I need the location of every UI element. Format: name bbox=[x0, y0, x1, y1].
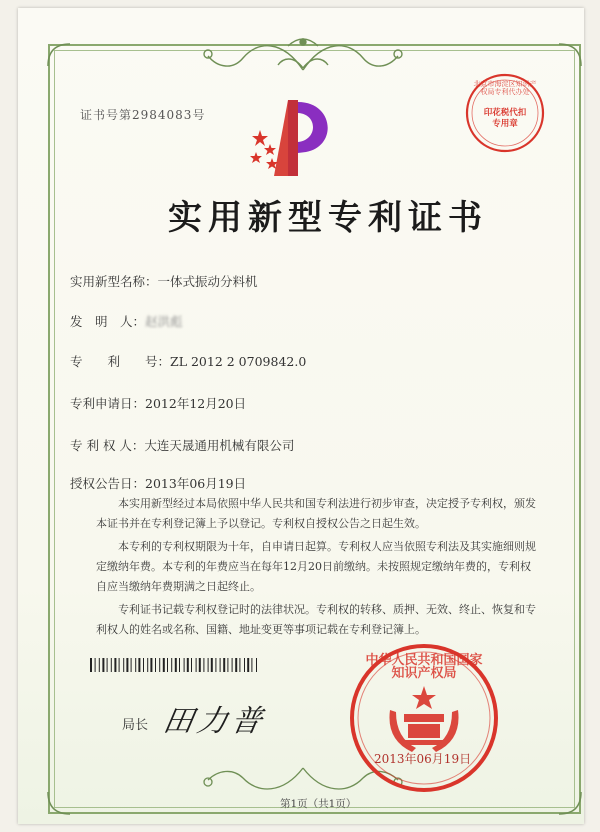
barcode-bar bbox=[171, 658, 172, 672]
barcode-bar bbox=[90, 658, 92, 672]
barcode-bar bbox=[138, 658, 140, 672]
model-name-row bbox=[70, 272, 258, 290]
certificate-sheet bbox=[18, 8, 584, 824]
barcode-bar bbox=[215, 658, 216, 672]
barcode-bar bbox=[155, 658, 156, 672]
barcode-bar bbox=[235, 658, 237, 672]
barcode-bar bbox=[203, 658, 204, 672]
barcode-bar bbox=[135, 658, 136, 672]
barcode-bar bbox=[251, 658, 252, 672]
barcode-bar bbox=[167, 658, 168, 672]
patentee-label: 专 利 权 人： bbox=[70, 438, 145, 453]
barcode-bar bbox=[163, 658, 165, 672]
body-paragraph-2: 本专利的专利权期限为十年，自申请日起算。专利权人应当依照专利法及其实施细则规定缴纳年费。本专利的年费应当在每年12月20日前缴纳。未按照规定缴纳年费的，专利权自应当缴纳年费期满之日起终止。 bbox=[96, 540, 536, 593]
barcode-bar bbox=[179, 658, 180, 672]
corner-ornament-icon bbox=[557, 790, 583, 816]
page-number: 第1页（共1页） bbox=[280, 798, 357, 810]
barcode-bar bbox=[147, 658, 148, 672]
barcode-bar bbox=[175, 658, 177, 672]
filing-date-label: 专利申请日： bbox=[70, 396, 146, 411]
barcode-bar bbox=[150, 658, 152, 672]
barcode-bar bbox=[247, 658, 249, 672]
body-paragraph-3: 专利证书记载专利权登记时的法律状况。专利权的转移、质押、无效、终止、恢复和专利权人的姓名或名称、国籍、地址变更等事项记载在专利登记簿上。 bbox=[96, 603, 536, 636]
barcode-bar bbox=[99, 658, 100, 672]
grant-date-row bbox=[70, 474, 246, 492]
barcode-bar bbox=[239, 658, 240, 672]
top-ornament-icon bbox=[188, 30, 418, 80]
body-paragraph-1: 本实用新型经过本局依照中华人民共和国专利法进行初步审查，决定授予专利权，颁发本证书并在专利登记簿上予以登记。专利权自授权公告之日起生效。 bbox=[96, 497, 536, 530]
inventor-value: 赵洪彪 bbox=[145, 314, 183, 329]
filing-date-row bbox=[70, 394, 246, 412]
barcode-bar bbox=[211, 658, 213, 672]
barcode-bar bbox=[123, 658, 124, 672]
barcode-bar bbox=[126, 658, 128, 672]
barcode-bar bbox=[143, 658, 144, 672]
inventor-row bbox=[70, 312, 183, 330]
barcode-bar bbox=[95, 658, 96, 672]
barcode-bar bbox=[256, 658, 257, 672]
barcode-bar bbox=[244, 658, 245, 672]
patent-number-row bbox=[70, 352, 306, 370]
sipo-logo-icon bbox=[246, 96, 346, 182]
barcode-bar bbox=[114, 658, 116, 672]
corner-ornament-icon bbox=[557, 42, 583, 68]
barcode-bar bbox=[111, 658, 112, 672]
barcode-bar bbox=[227, 658, 228, 672]
official-seal-date: 2013年06月19日 bbox=[374, 752, 472, 766]
signature: 田力普 bbox=[160, 704, 269, 739]
official-seal-ring-text: 中华人民共和国国家知识产权局 bbox=[365, 653, 483, 681]
model-name-label: 实用新型名称： bbox=[70, 274, 158, 289]
barcode-bar bbox=[232, 658, 233, 672]
patent-number-label: 专 利 号： bbox=[70, 354, 171, 369]
barcode-bar bbox=[191, 658, 192, 672]
inventor-label: 发 明 人： bbox=[70, 314, 146, 329]
signature-label: 局长 bbox=[122, 718, 149, 733]
barcode-bar bbox=[196, 658, 197, 672]
filing-date-value: 2012年12月20日 bbox=[145, 396, 247, 411]
grant-date-label: 授权公告日： bbox=[70, 476, 146, 491]
barcode-bar bbox=[107, 658, 108, 672]
barcode-bar bbox=[199, 658, 201, 672]
page-title: 实用新型专利证书 bbox=[168, 198, 488, 238]
corner-ornament-icon bbox=[46, 790, 72, 816]
barcode-bar bbox=[159, 658, 160, 672]
patent-number-value: ZL 2012 2 0709842.0 bbox=[170, 354, 307, 369]
tax-seal-center-text: 印花税代扣专用章 bbox=[483, 108, 527, 129]
patentee-value: 大连天晟通用机械有限公司 bbox=[144, 438, 295, 453]
barcode-bar bbox=[220, 658, 221, 672]
corner-ornament-icon bbox=[46, 42, 72, 68]
barcode-bar bbox=[223, 658, 225, 672]
tax-seal-ring-text: 北京市海淀区知识产权局专利代办处 bbox=[473, 80, 537, 96]
certificate-number: 证书号第2984083号 bbox=[80, 108, 206, 122]
model-name-value: 一体式振动分料机 bbox=[157, 274, 258, 289]
barcode-bar bbox=[184, 658, 185, 672]
barcode-bar bbox=[131, 658, 132, 672]
barcode-icon bbox=[90, 658, 260, 672]
barcode-bar bbox=[187, 658, 189, 672]
grant-date-value: 2013年06月19日 bbox=[145, 476, 247, 491]
patentee-row bbox=[70, 436, 294, 454]
barcode-bar bbox=[102, 658, 104, 672]
barcode-bar bbox=[119, 658, 120, 672]
barcode-bar bbox=[208, 658, 209, 672]
